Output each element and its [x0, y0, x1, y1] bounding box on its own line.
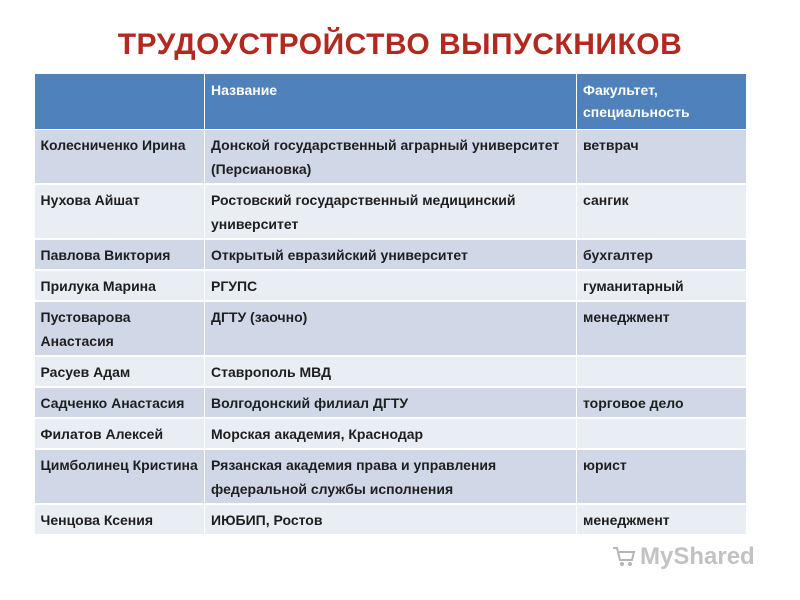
table-row — [35, 301, 747, 356]
cell-name: Садченко Анастасия — [35, 387, 205, 418]
table-header-row — [35, 74, 747, 130]
cell-institution: ДГТУ (заочно) — [205, 301, 577, 356]
table-row — [35, 504, 747, 535]
watermark — [612, 543, 755, 571]
cell-specialty: торговое дело — [577, 387, 747, 418]
cell-name: Павлова Виктория — [35, 239, 205, 270]
cell-institution: Ростовский государственный медицинский университет — [205, 184, 577, 239]
cell-name: Цимболинец Кристина — [35, 449, 205, 504]
header-name — [35, 74, 205, 130]
table-row — [35, 387, 747, 418]
cell-name: Филатов Алексей — [35, 418, 205, 449]
table-row — [35, 270, 747, 301]
cell-institution: Морская академия, Краснодар — [205, 418, 577, 449]
cell-institution: РГУПС — [205, 270, 577, 301]
header-specialty: Факультет, специальность — [577, 74, 747, 130]
cell-name: Пустоварова Анастасия — [35, 301, 205, 356]
cell-institution: ИЮБИП, Ростов — [205, 504, 577, 535]
cell-institution: Ставрополь МВД — [205, 356, 577, 387]
cell-name: Ченцова Ксения — [35, 504, 205, 535]
cell-specialty: менеджмент — [577, 301, 747, 356]
cell-name: Нухова Айшат — [35, 184, 205, 239]
page-title: ТРУДОУСТРОЙСТВО ВЫПУСКНИКОВ — [117, 28, 683, 61]
graduates-table — [34, 73, 747, 536]
cell-specialty — [577, 356, 747, 387]
table-row — [35, 449, 747, 504]
cart-icon — [612, 546, 636, 568]
table-row — [35, 130, 747, 185]
table-row — [35, 184, 747, 239]
cell-institution: Рязанская академия права и управления федеральной службы исполнения — [205, 449, 577, 504]
table-row — [35, 356, 747, 387]
cell-specialty: юрист — [577, 449, 747, 504]
cell-specialty — [577, 418, 747, 449]
cell-name: Колесниченко Ирина — [35, 130, 205, 185]
header-institution: Название — [205, 74, 577, 130]
cell-specialty: бухгалтер — [577, 239, 747, 270]
cell-name: Прилука Марина — [35, 270, 205, 301]
cell-institution: Волгодонский филиал ДГТУ — [205, 387, 577, 418]
cell-institution: Донской государственный аграрный университет (Персиановка) — [205, 130, 577, 185]
cell-specialty: сангик — [577, 184, 747, 239]
cell-specialty: ветврач — [577, 130, 747, 185]
cell-specialty: гуманитарный — [577, 270, 747, 301]
table-row — [35, 239, 747, 270]
table-row — [35, 418, 747, 449]
cell-specialty: менеджмент — [577, 504, 747, 535]
cell-name: Расуев Адам — [35, 356, 205, 387]
cell-institution: Открытый евразийский университет — [205, 239, 577, 270]
watermark-text: MyShared — [640, 543, 755, 570]
